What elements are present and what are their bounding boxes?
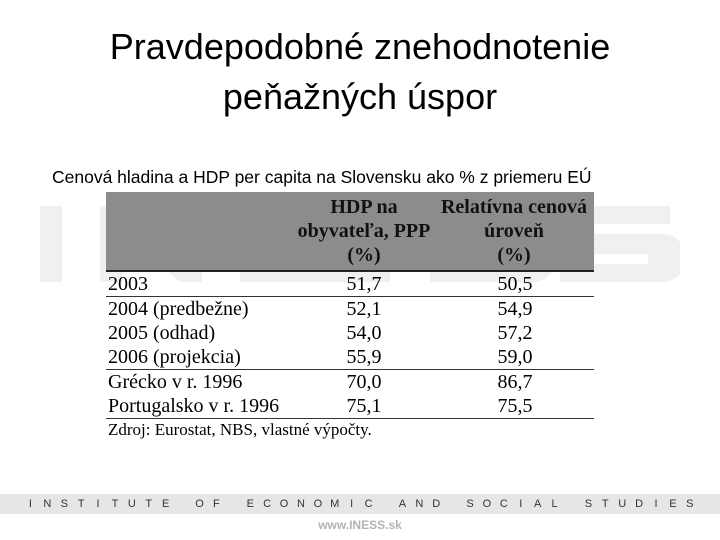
band-letter: T — [111, 498, 119, 510]
band-letter: I — [519, 498, 523, 510]
band-letter: I — [28, 498, 32, 510]
band-letter: S — [686, 498, 694, 510]
band-letter: I — [96, 498, 100, 510]
band-letter: U — [127, 498, 136, 510]
band-letter: S — [584, 498, 593, 510]
band-letter: N — [415, 498, 424, 510]
band-letter: E — [246, 498, 254, 510]
table-source-note: Zdroj: Eurostat, NBS, vlastné výpočty. — [106, 418, 594, 441]
data-table — [106, 192, 594, 441]
institute-name-band — [0, 494, 720, 514]
band-letter: E — [162, 498, 170, 510]
table-row: 2003 51,7 50,5 — [108, 273, 533, 295]
band-letter: N — [296, 498, 305, 510]
band-letter — [174, 498, 191, 510]
table-row: 2005 (odhad) 54,0 57,2 — [108, 322, 533, 344]
header-price-level: Relatívna cenová úroveň (%) — [440, 196, 588, 266]
band-letter: A — [398, 498, 407, 510]
table-row: Portugalsko v r. 1996 75,1 75,5 — [108, 395, 533, 417]
title-line-2: peňažných úspor — [222, 76, 498, 117]
band-letter: I — [350, 498, 354, 510]
band-letter: D — [432, 498, 441, 510]
band-letter: O — [195, 498, 204, 510]
band-letter: U — [618, 498, 627, 510]
band-letter: O — [279, 498, 289, 510]
band-letter — [377, 498, 394, 510]
band-letter: A — [533, 498, 542, 510]
band-letter: T — [601, 498, 609, 510]
table-header — [106, 192, 594, 272]
band-letter: C — [263, 498, 272, 510]
website-url: www.INESS.sk — [318, 518, 402, 532]
band-letter: C — [499, 498, 508, 510]
band-letter: I — [654, 498, 658, 510]
band-letter: O — [313, 498, 323, 510]
header-hdp: HDP na obyvateľa, PPP (%) — [297, 196, 431, 266]
band-letter — [445, 498, 462, 510]
band-letter: O — [482, 498, 492, 510]
band-letter: E — [669, 498, 677, 510]
band-letter: L — [551, 498, 558, 510]
band-letter: N — [43, 498, 52, 510]
table-row: 2004 (predbežne) 52,1 54,9 — [106, 296, 594, 321]
band-letter: C — [364, 498, 373, 510]
band-letter: T — [77, 498, 85, 510]
band-letter — [563, 498, 580, 510]
table-row: Grécko v r. 1996 70,0 86,7 — [106, 369, 594, 394]
slide-subtitle: Cenová hladina a HDP per capita na Slovensku ako % z priemeru EÚ — [52, 167, 592, 187]
band-letter: S — [60, 498, 68, 510]
title-line-1: Pravdepodobné znehodnotenie — [109, 26, 611, 67]
band-letter: D — [635, 498, 644, 510]
slide-title — [0, 22, 720, 122]
band-letter: M — [330, 498, 340, 510]
band-letter — [225, 498, 242, 510]
band-letter: T — [145, 498, 153, 510]
band-letter: S — [466, 498, 474, 510]
table-row: 2006 (projekcia) 55,9 59,0 — [108, 346, 533, 368]
band-letter: F — [213, 498, 220, 510]
